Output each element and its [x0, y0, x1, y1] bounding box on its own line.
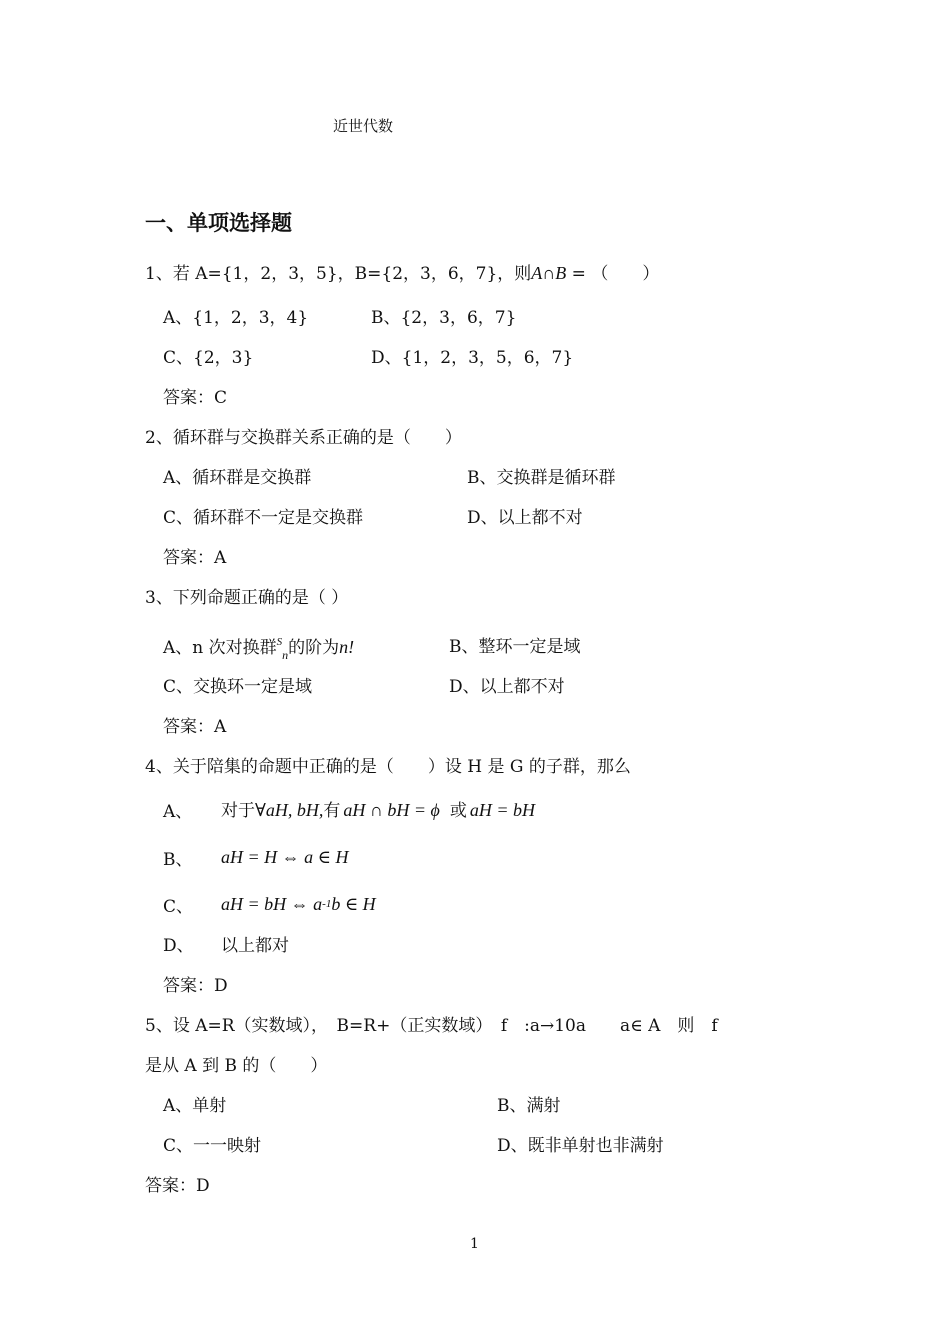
section-heading: 一、单项选择题: [145, 211, 292, 235]
q5-stem-line2: 是从 A 到 B 的（ ）: [145, 1056, 328, 1076]
q1-option-d: D、{1，2，3，5，6，7}: [371, 348, 574, 368]
q1-option-c: C、{2，3}: [163, 348, 254, 368]
q2-option-d: D、以上都不对: [467, 508, 583, 528]
page-number: 1: [470, 1236, 479, 1252]
q2-option-a: A、循环群是交换群: [163, 468, 312, 488]
q4-stem: 4、关于陪集的命题中正确的是（ ）设 H 是 G 的子群，那么: [145, 757, 631, 777]
q4-option-b-math: aH = H ⇔ a ∈ H: [221, 847, 349, 867]
q4-option-d-text: 以上都对: [221, 936, 289, 956]
q2-option-c: C、循环群不一定是交换群: [163, 508, 364, 528]
q3-option-a: A、n 次对换群$^S_n$的阶为n!: [163, 636, 355, 662]
q3-option-d: D、以上都不对: [449, 677, 565, 697]
q4-option-c: C、: [163, 897, 194, 917]
q2-stem: 2、循环群与交换群关系正确的是（ ）: [145, 428, 462, 448]
q4-option-a: A、: [163, 802, 193, 822]
q5-answer: 答案：D: [145, 1176, 210, 1196]
q5-option-d: D、既非单射也非满射: [497, 1136, 664, 1156]
q5-option-b: B、满射: [497, 1096, 561, 1116]
q1-option-a: A、{1，2，3，4}: [163, 308, 309, 328]
q1-option-b: B、{2，3，6，7}: [371, 308, 517, 328]
q4-option-a-content: 对于∀aH, bH,有 aH ∩ bH = ϕ 或 aH = bH: [221, 800, 535, 821]
q3-answer: 答案：A: [163, 717, 227, 737]
q4-option-d: D、: [163, 936, 194, 956]
q4-option-b: B、: [163, 850, 193, 870]
q3-stem: 3、下列命题正确的是（ ）: [145, 588, 349, 608]
q3-option-b: B、整环一定是域: [449, 637, 581, 657]
q1-answer: 答案：C: [163, 388, 228, 408]
q1-stem: 1、若 A={1，2，3，5}，B={2，3，6，7}，则A∩B = （ ）: [145, 263, 660, 284]
q5-option-c: C、一一映射: [163, 1136, 262, 1156]
q4-option-c-math: aH = bH ⇔ a-1b ∈ H: [221, 894, 376, 914]
q2-answer: 答案：A: [163, 548, 227, 568]
q5-option-a: A、单射: [163, 1096, 227, 1116]
q2-option-b: B、交换群是循环群: [467, 468, 616, 488]
q5-stem-line1: 5、设 A=R（实数域）， B=R+（正实数域） f :a→10a a∈ A 则 f: [145, 1016, 718, 1036]
doc-title: 近世代数: [333, 117, 394, 135]
q3-option-c: C、交换环一定是域: [163, 677, 313, 697]
q4-answer: 答案：D: [163, 976, 228, 996]
